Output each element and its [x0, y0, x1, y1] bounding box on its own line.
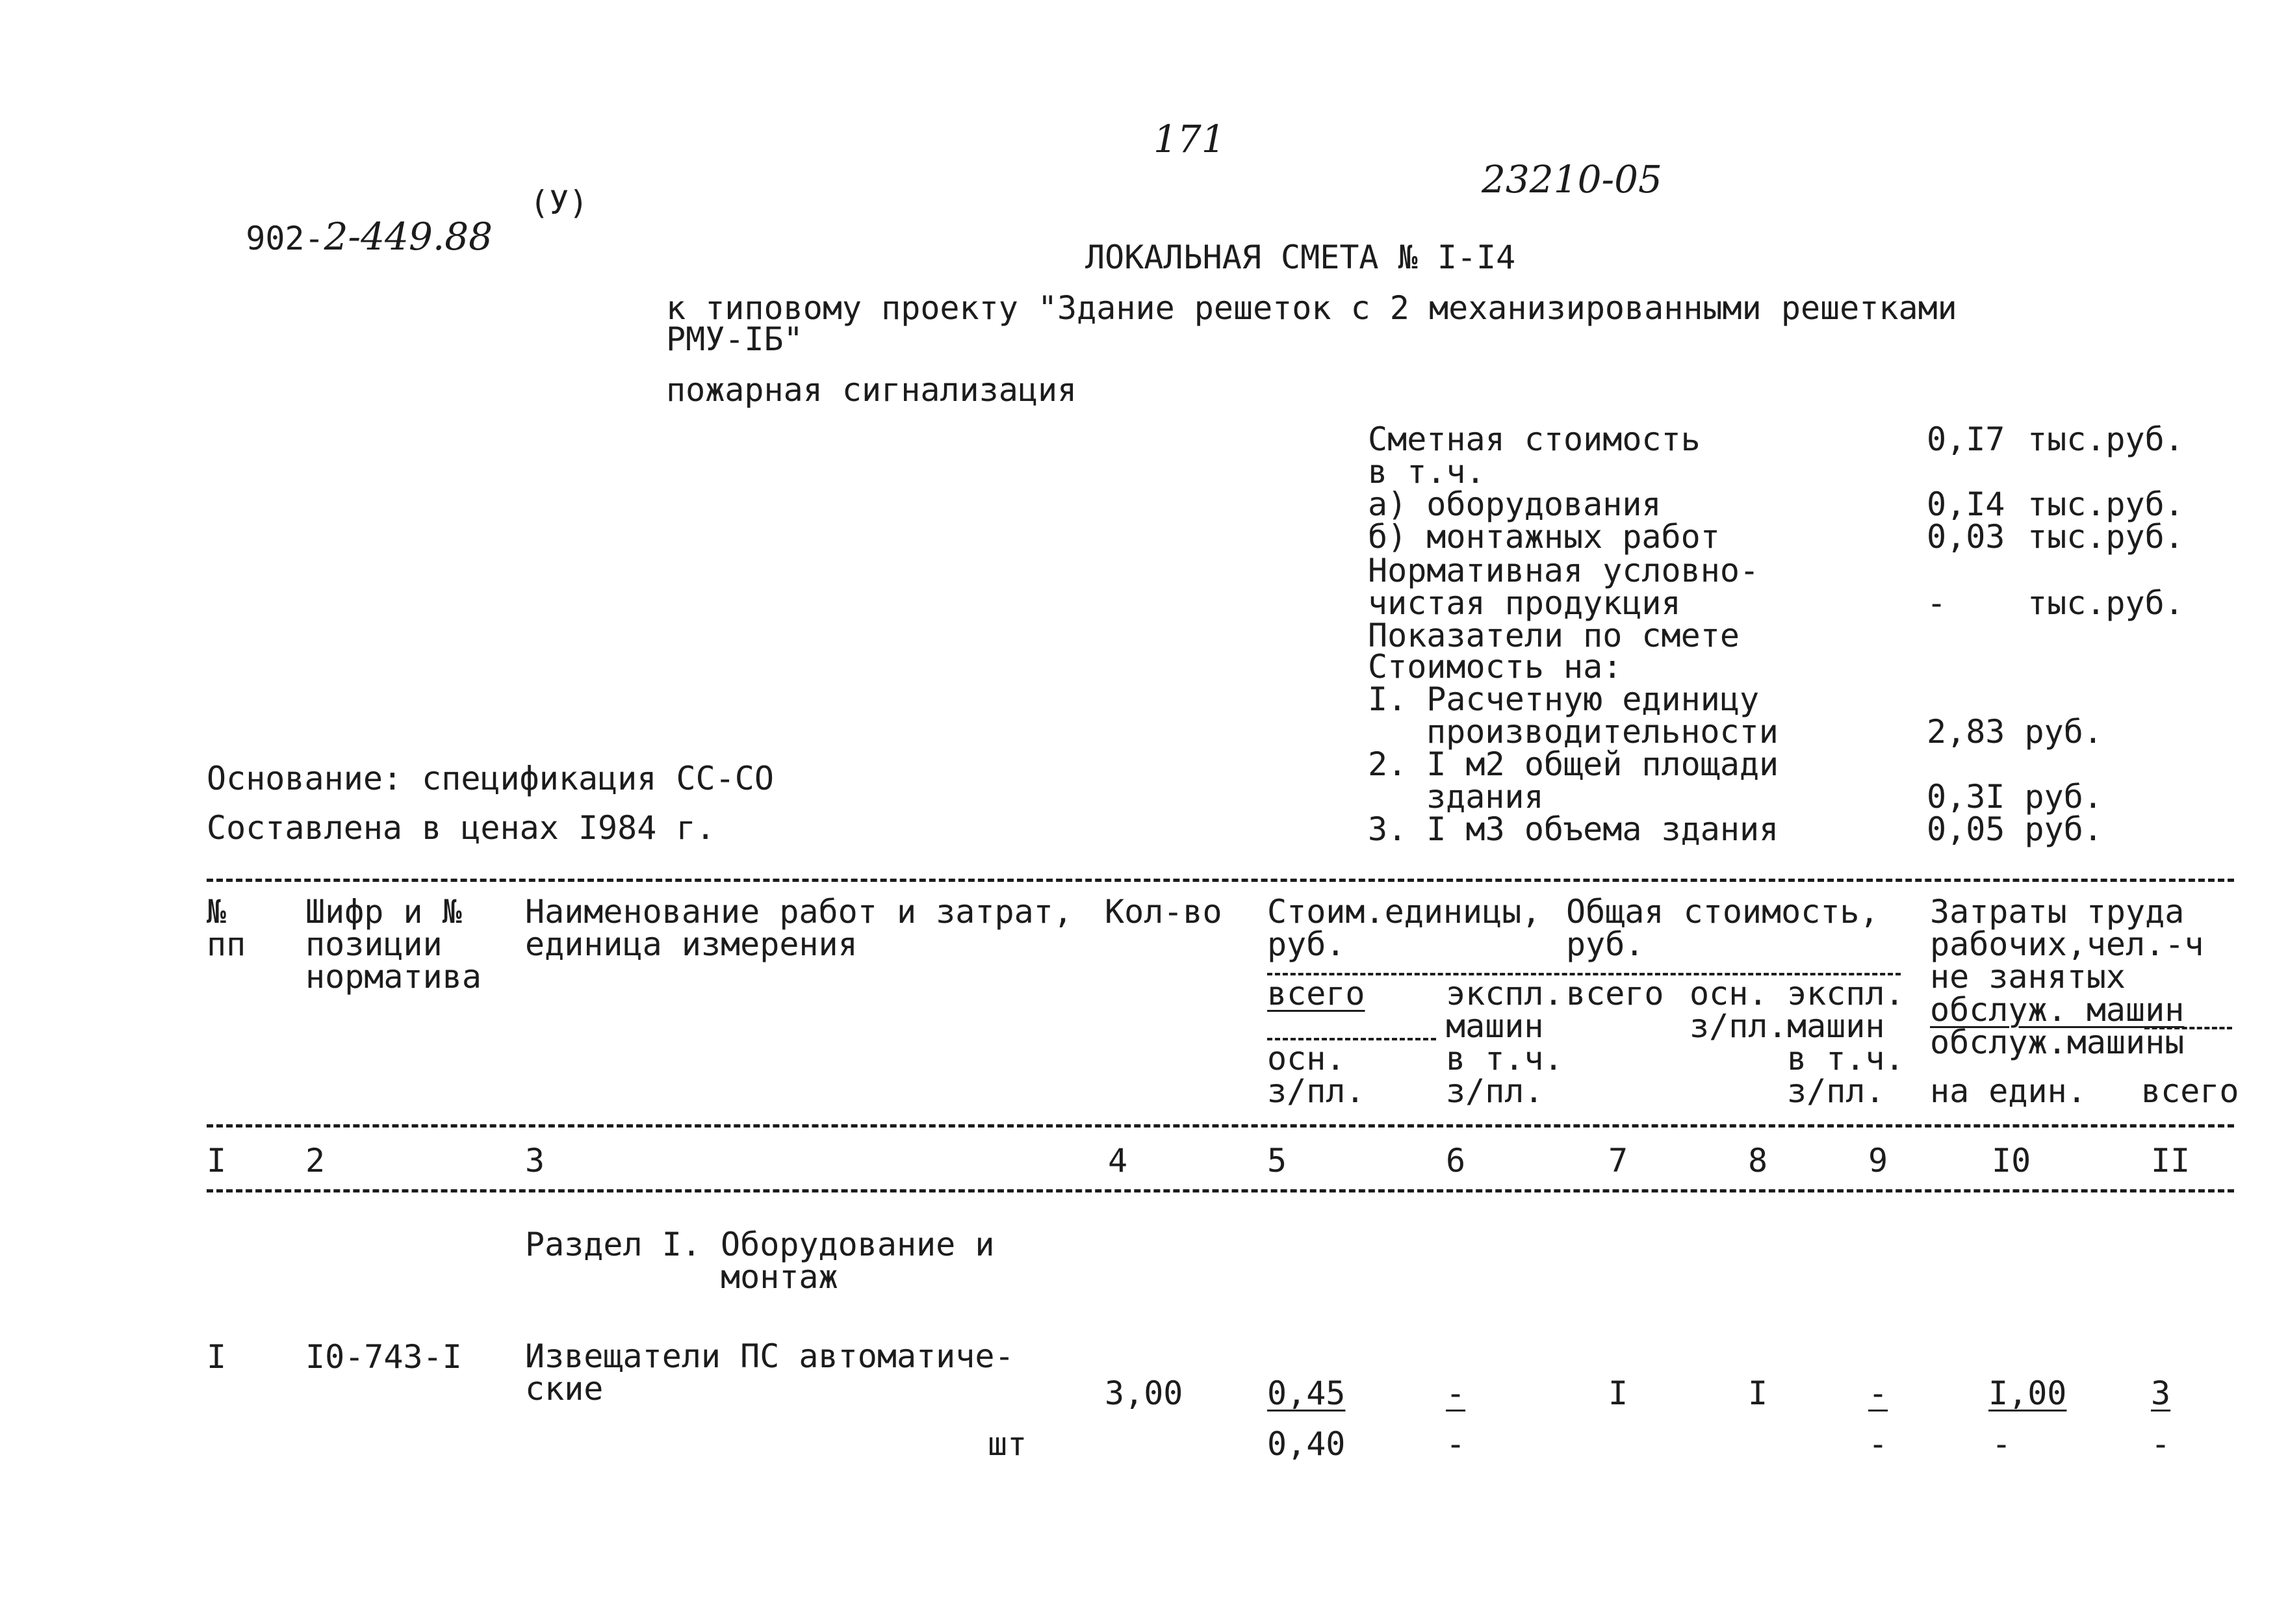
col-number-7: 7: [1608, 1142, 1628, 1179]
summary-item3: 3. I м3 объема здания: [1368, 810, 1779, 848]
col-number-3: 3: [525, 1142, 545, 1179]
basis-line-1: Основание: спецификация СС-СО: [207, 760, 774, 797]
header-col-code: Шифр и № позиции норматива: [305, 893, 482, 996]
row-col10-top: I,00: [1988, 1374, 2067, 1412]
row-col9-bottom: -: [1868, 1425, 1888, 1463]
col-numbers-divider: [207, 1189, 2234, 1192]
col-number-11: II: [2151, 1142, 2191, 1179]
project-line-2: РМУ-IБ": [666, 320, 803, 358]
header-col-qty: Кол-во: [1105, 893, 1222, 931]
header-col9: экспл. машин в т.ч. з/пл.: [1787, 975, 1905, 1110]
header-col6: экспл. машин в т.ч. з/пл.: [1446, 975, 1563, 1110]
document-code-right: 23210-05: [1482, 157, 1662, 201]
summary-equipment-unit: тыс.руб.: [2027, 485, 2184, 523]
summary-item1-a: I. Расчетную единицу: [1368, 680, 1760, 718]
row-col11-bottom: -: [2151, 1425, 2171, 1463]
header-col-name: Наименование работ и затрат, единица измерения: [525, 893, 1073, 963]
summary-normative-value: -: [1927, 584, 1947, 622]
col-number-2: 2: [305, 1142, 326, 1179]
header-col5-total: всего: [1267, 975, 1365, 1012]
row-col9-top: -: [1868, 1374, 1888, 1412]
document-code-left: [207, 186, 493, 259]
col-number-8: 8: [1748, 1142, 1768, 1179]
summary-equipment-value: 0,I4: [1927, 485, 2005, 523]
section-title: Раздел I. Оборудование и монтаж: [525, 1226, 995, 1296]
document-code-suffix: (У): [530, 184, 589, 222]
col-number-4: 4: [1108, 1142, 1128, 1179]
row-unit: шт: [988, 1425, 1027, 1463]
row-col6-top: -: [1446, 1374, 1466, 1412]
row-col8: I: [1748, 1374, 1768, 1412]
col-number-9: 9: [1868, 1142, 1888, 1179]
summary-item3-value: 0,05 руб.: [1927, 810, 2103, 848]
summary-normative-1: Нормативная условно-: [1368, 552, 1760, 589]
header-inner-divider-2: [1267, 1038, 1436, 1040]
row-unit-cost-total: 0,45: [1267, 1374, 1346, 1412]
col-number-1: I: [207, 1142, 227, 1179]
summary-item2-value: 0,3I руб.: [1927, 778, 2103, 816]
col-number-6: 6: [1446, 1142, 1466, 1179]
header-col10-service-2: обслуж.машины: [1930, 1024, 2185, 1061]
row-code: I0-743-I: [305, 1338, 462, 1376]
row-col7: I: [1608, 1374, 1628, 1412]
header-col11: всего: [2141, 1072, 2239, 1110]
estimate-subject: пожарная сигнализация: [666, 371, 1077, 409]
header-col10: на един.: [1930, 1072, 2087, 1110]
col-number-5: 5: [1267, 1142, 1287, 1179]
header-labor: Затраты труда рабочих,чел.-ч не занятых: [1930, 893, 2204, 996]
summary-installation-label: б) монтажных работ: [1368, 518, 1720, 556]
table-top-divider: [207, 879, 2234, 882]
summary-installation-unit: тыс.руб.: [2027, 518, 2184, 556]
row-unit-cost-base-wage: 0,40: [1267, 1425, 1346, 1463]
summary-incl: в т.ч.: [1368, 453, 1485, 491]
header-col5-base-wage: осн. з/пл.: [1267, 1040, 1365, 1110]
estimate-title: ЛОКАЛЬНАЯ СМЕТА № I-I4: [1085, 238, 1516, 276]
header-col8: осн. з/пл.: [1690, 975, 1788, 1045]
summary-item2-b: здания: [1426, 778, 1544, 816]
header-inner-divider-3: [2144, 1027, 2232, 1029]
row-col10-bottom: -: [1992, 1425, 2012, 1463]
col-number-10: I0: [1992, 1142, 2031, 1179]
summary-normative-2: чистая продукция: [1368, 584, 1681, 622]
summary-item1-value: 2,83 руб.: [1927, 713, 2103, 751]
summary-item1-b: производительности: [1426, 713, 1779, 751]
row-qty: 3,00: [1105, 1374, 1183, 1412]
summary-cost-label: Сметная стоимость: [1368, 420, 1701, 458]
header-total-cost: Общая стоимость, руб.: [1566, 893, 1879, 963]
header-bottom-divider: [207, 1124, 2234, 1128]
header-col7: всего: [1566, 975, 1664, 1012]
row-number: I: [207, 1338, 227, 1376]
header-inner-divider-1: [1267, 973, 1901, 975]
summary-cost-per: Стоимость на:: [1368, 648, 1623, 686]
header-col-number: № пп: [207, 893, 246, 963]
header-unit-cost: Стоим.единицы, руб.: [1267, 893, 1541, 963]
summary-cost-value: 0,I7: [1927, 420, 2005, 458]
row-name: Извещатели ПС автоматиче- ские: [525, 1337, 1014, 1408]
row-col11-top: 3: [2151, 1374, 2171, 1412]
summary-equipment-label: а) оборудования: [1368, 485, 1662, 523]
document-code-prefix: 902-: [246, 220, 324, 257]
summary-installation-value: 0,03: [1927, 518, 2005, 556]
document-code-handwritten: 2-449.88: [324, 214, 493, 259]
header-col10-service: обслуж. машин: [1930, 991, 2185, 1029]
summary-item2-a: 2. I м2 общей площади: [1368, 745, 1779, 783]
row-col6-bottom: -: [1446, 1425, 1466, 1463]
summary-indicators: Показатели по смете: [1368, 617, 1740, 654]
summary-cost-unit: тыс.руб.: [2027, 420, 2184, 458]
project-line-1: к типовому проекту "Здание решеток с 2 механизированными решетками: [666, 289, 1957, 327]
summary-normative-unit: тыс.руб.: [2027, 584, 2184, 622]
page-number: 171: [1153, 117, 1226, 161]
basis-line-2: Составлена в ценах I984 г.: [207, 809, 715, 847]
